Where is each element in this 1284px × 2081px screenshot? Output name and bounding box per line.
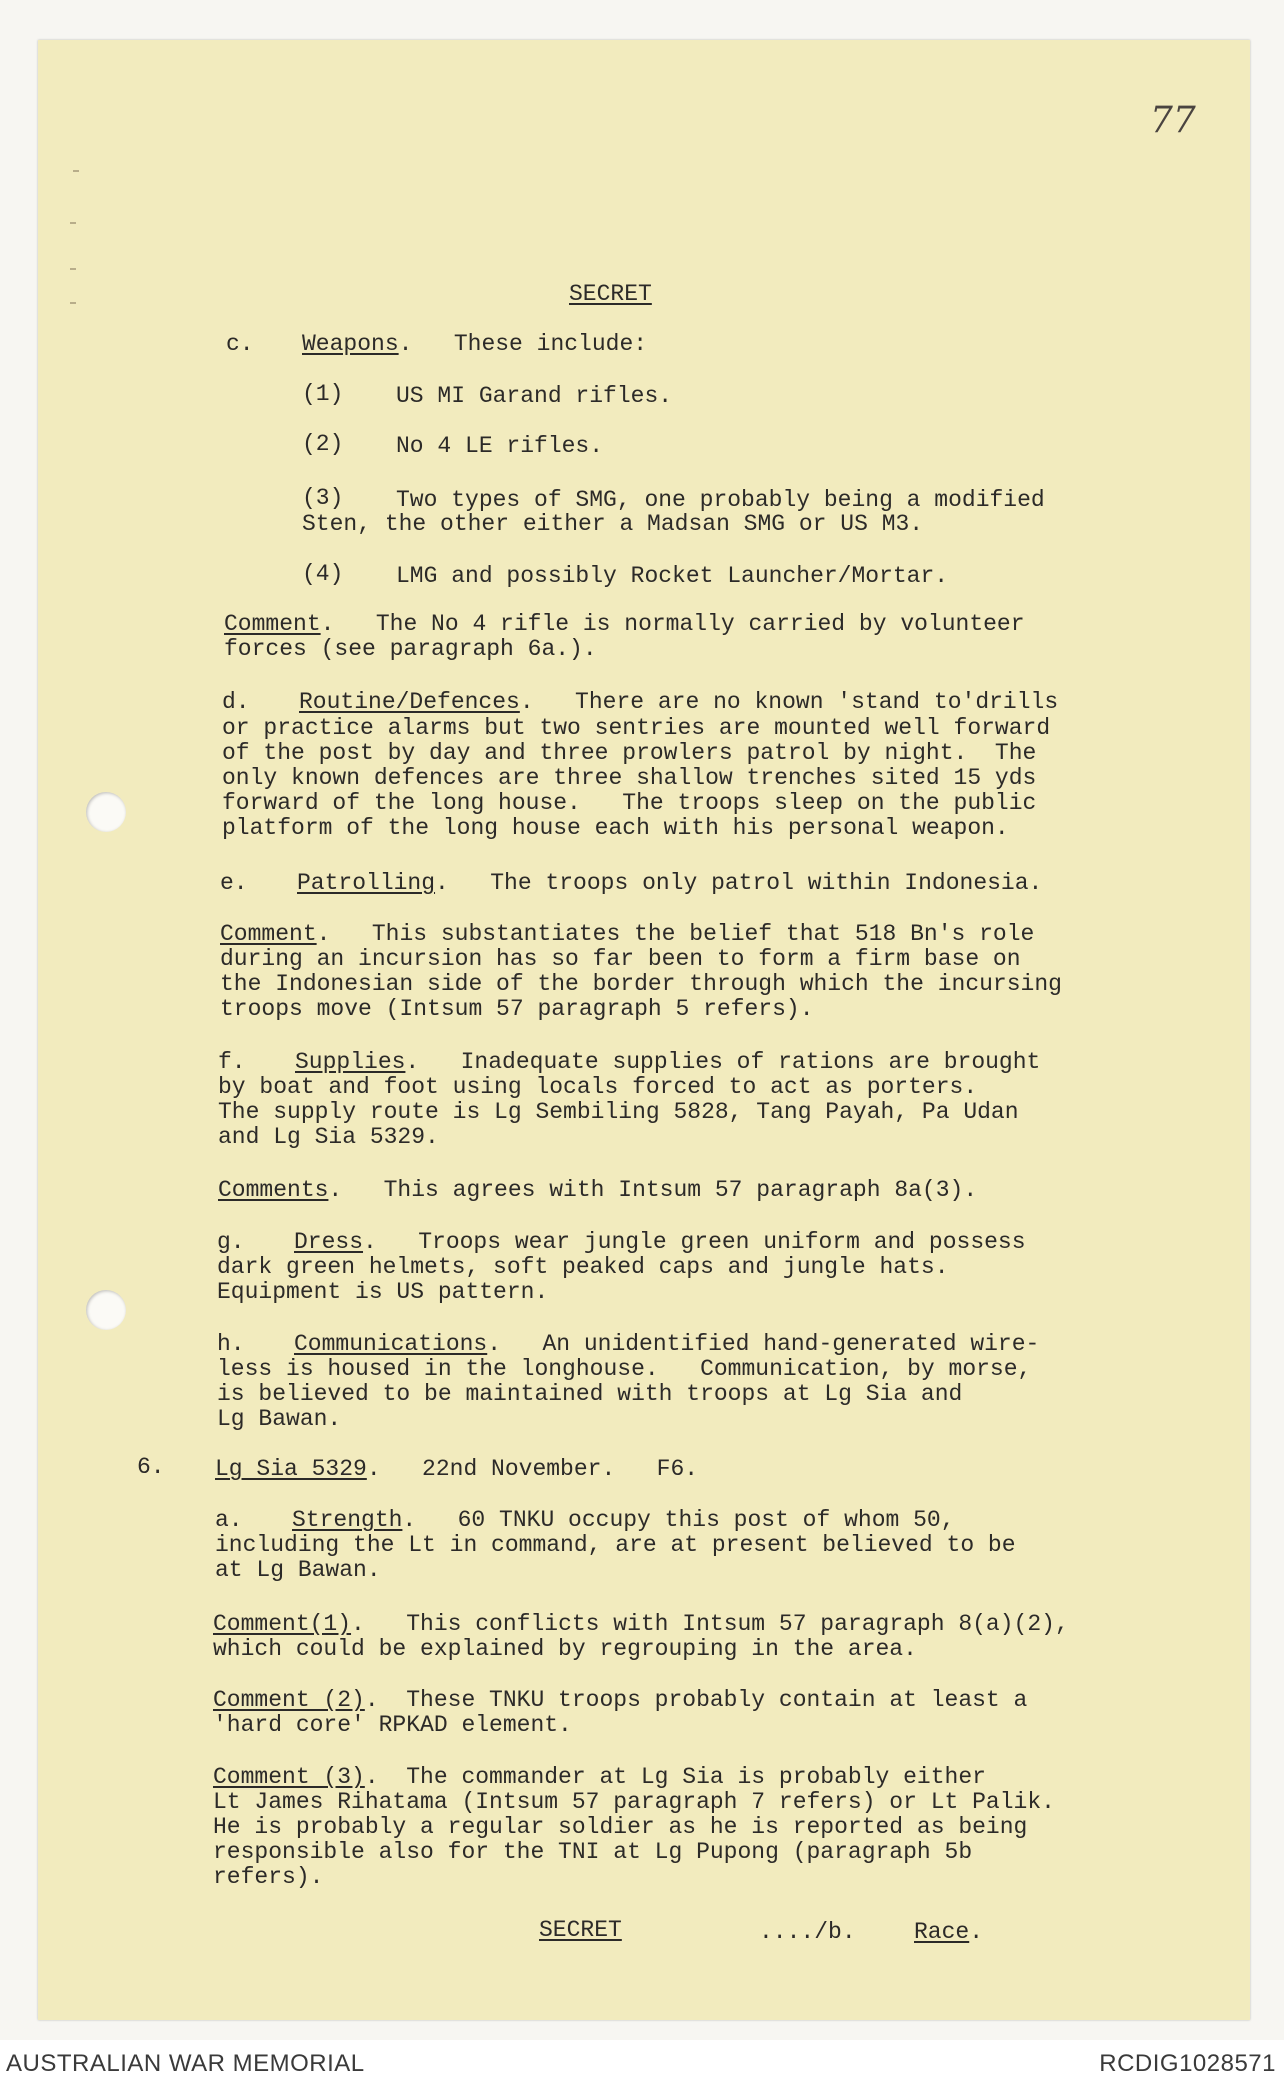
weapon-item-continuation: Sten, the other either a Madsan SMG or US M3. (302, 511, 924, 537)
section-e-line (297, 871, 1042, 895)
section-g-text: Equipment is US pattern. (217, 1279, 549, 1305)
comment-line: . These TNKU troops probably contain at least a (364, 1687, 1028, 1713)
paragraph-6a-text: at Lg Bawan. (215, 1557, 381, 1583)
paragraph-6-date: . 22nd November. F6. (366, 1456, 699, 1482)
section-f-text: by boat and foot using locals forced to act as porters. (218, 1074, 978, 1100)
paragraph-6a-text: . 60 TNKU occupy this post of whom 50, (402, 1507, 955, 1533)
comment-label: Comment (224, 611, 321, 637)
section-d-letter: d. (222, 689, 250, 715)
section-f-comment (218, 1178, 977, 1202)
paragraph-6a-letter: a. (215, 1507, 243, 1533)
comment-1 (213, 1612, 1069, 1636)
section-d-text: . There are no known 'stand to'drills (519, 689, 1059, 715)
section-f-text: and Lg Sia 5329. (218, 1124, 439, 1150)
comment-line: refers). (213, 1864, 324, 1890)
comment-line: the Indonesian side of the border through which the incursing (220, 971, 1062, 997)
catchword-period: . (969, 1919, 984, 1945)
weapon-item-num: (2) (302, 431, 344, 457)
comment-label: Comment (2) (213, 1687, 365, 1713)
paragraph-6a-heading: Strength (292, 1507, 403, 1533)
record-id: RCDIG1028571 (1099, 2050, 1276, 2077)
comment-label: Comment (220, 921, 317, 947)
section-f-heading: Supplies (295, 1049, 406, 1075)
weapon-item-num: (4) (302, 561, 344, 587)
section-h-line (294, 1332, 1039, 1356)
comment-label: Comment (3) (213, 1764, 365, 1790)
paper-mark (70, 268, 76, 270)
section-d-text: forward of the long house. The troops sleep on the public (222, 790, 1037, 816)
paper-mark (70, 302, 76, 304)
section-c-heading: Weapons (302, 331, 399, 357)
section-c-line (302, 332, 647, 356)
weapon-item-num: (3) (302, 485, 344, 511)
section-h-heading: Communications (294, 1331, 488, 1357)
section-h-text: less is housed in the longhouse. Communication, by morse, (217, 1356, 1032, 1382)
section-d-text: of the post by day and three prowlers patrol by night. The (222, 740, 1037, 766)
comment-line: which could be explained by regrouping in the area. (213, 1636, 917, 1662)
comment-line: responsible also for the TNI at Lg Pupong (paragraph 5b (213, 1839, 973, 1865)
section-e-heading: Patrolling (297, 870, 436, 896)
comment-line: Lt James Rihatama (Intsum 57 paragraph 7 refers) or Lt Palik. (213, 1789, 1055, 1815)
comment-line: . This conflicts with Intsum 57 paragraph 8(a)(2), (351, 1611, 1069, 1637)
catchword-text: Race (914, 1919, 970, 1945)
weapon-item-text: No 4 LE rifles. (396, 433, 604, 459)
section-g-line (294, 1230, 1026, 1254)
comment-line: forces (see paragraph 6a.). (224, 636, 597, 662)
comment-line: . This agrees with Intsum 57 paragraph 8a(3). (328, 1177, 978, 1203)
archive-caption-bar (0, 2040, 1284, 2081)
punch-hole (86, 792, 126, 832)
paper-mark (70, 222, 76, 224)
section-c-comment (224, 612, 1025, 636)
paragraph-6a-line (292, 1508, 955, 1532)
comment-line: 'hard core' RPKAD element. (213, 1712, 572, 1738)
paragraph-6-heading: Lg Sia 5329 (215, 1456, 367, 1482)
section-g-heading: Dress (294, 1229, 364, 1255)
section-d-line (299, 690, 1058, 714)
section-h-text: . An unidentified hand-generated wire- (487, 1331, 1040, 1357)
archive-name: AUSTRALIAN WAR MEMORIAL (6, 2050, 365, 2077)
section-d-heading: Routine/Defences (299, 689, 520, 715)
section-e-letter: e. (220, 870, 248, 896)
section-g-letter: g. (217, 1229, 245, 1255)
section-f-text: . Inadequate supplies of rations are brought (405, 1049, 1041, 1075)
section-g-text: dark green helmets, soft peaked caps and jungle hats. (217, 1254, 949, 1280)
section-h-text: Lg Bawan. (217, 1406, 342, 1432)
comment-line: . The commander at Lg Sia is probably either (364, 1764, 986, 1790)
section-f-text: The supply route is Lg Sembiling 5828, Tang Payah, Pa Udan (218, 1099, 1019, 1125)
section-g-text: . Troops wear jungle green uniform and possess (363, 1229, 1026, 1255)
paragraph-6-line (215, 1457, 698, 1481)
weapon-item-text: US MI Garand rifles. (396, 383, 673, 409)
comment-line: during an incursion has so far been to form a firm base on (220, 946, 1021, 972)
comment-3 (213, 1765, 986, 1789)
comment-label: Comment(1) (213, 1611, 352, 1637)
catchword (914, 1920, 983, 1944)
section-c-intro: . These include: (398, 331, 648, 357)
weapon-item-text: LMG and possibly Rocket Launcher/Mortar. (396, 563, 949, 589)
section-c-letter: c. (226, 331, 254, 357)
comment-line: He is probably a regular soldier as he is reported as being (213, 1814, 1028, 1840)
weapon-item-num: (1) (302, 381, 344, 407)
continuation-marker: ..../b. (759, 1919, 856, 1945)
section-d-text: only known defences are three shallow trenches sited 15 yds (222, 765, 1037, 791)
paragraph-6a-text: including the Lt in command, are at present believed to be (215, 1532, 1016, 1558)
section-d-text: or practice alarms but two sentries are mounted well forward (222, 715, 1051, 741)
section-e-comment (220, 922, 1034, 946)
comment-2 (213, 1688, 1027, 1712)
comment-line: . The No 4 rifle is normally carried by volunteer (320, 611, 1025, 637)
footer-classification: SECRET (539, 1917, 622, 1943)
comment-line: troops move (Intsum 57 paragraph 5 refers). (220, 996, 814, 1022)
punch-hole (86, 1290, 126, 1330)
header-classification: SECRET (569, 281, 652, 307)
comment-line: . This substantiates the belief that 518 Bn's role (316, 921, 1035, 947)
section-e-text: . The troops only patrol within Indonesia. (435, 870, 1043, 896)
section-h-text: is believed to be maintained with troops at Lg Sia and (217, 1381, 963, 1407)
comment-label: Comments (218, 1177, 329, 1203)
section-f-line (295, 1050, 1040, 1074)
section-h-letter: h. (217, 1331, 245, 1357)
section-d-text: platform of the long house each with his personal weapon. (222, 815, 1009, 841)
section-f-letter: f. (218, 1049, 246, 1075)
page-number: 77 (1150, 100, 1196, 141)
paragraph-6-number: 6. (137, 1454, 165, 1480)
paper-mark (73, 170, 79, 172)
weapon-item-text: Two types of SMG, one probably being a modified (396, 487, 1045, 513)
